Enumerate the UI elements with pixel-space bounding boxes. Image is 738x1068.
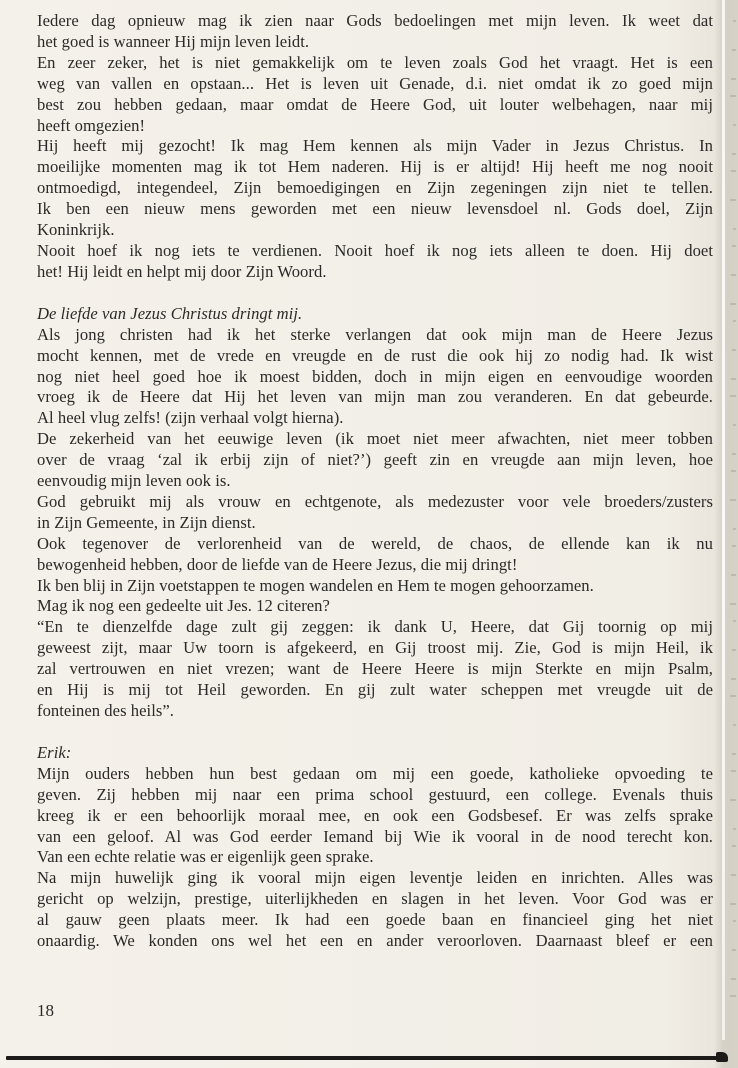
show-through-mark	[733, 528, 736, 530]
text-line: Hij heeft mij gezocht! Ik mag Hem kennen als mijn Vader in Jezus Christus. In	[37, 136, 713, 156]
text-line: kreeg ik er een behoorlijk moraal mee, en ook een Godsbesef. Er was zelfs sprake	[37, 805, 713, 825]
text-line: Iedere dag opnieuw mag ik zien naar Gods bedoelingen met mijn leven. Ik weet dat	[37, 11, 713, 30]
show-through-mark	[732, 545, 736, 547]
text-line: zal vertrouwen en niet vrezen; want de Heere Heere is mijn Sterkte en mijn Psalm,	[37, 659, 713, 679]
speaker-heading: Erik:	[37, 742, 72, 762]
text-line: Koninkrijk.	[37, 220, 115, 240]
show-through-mark	[730, 903, 736, 905]
show-through-mark	[731, 874, 736, 876]
show-through-marks	[722, 20, 736, 1020]
show-through-mark	[732, 349, 736, 351]
show-through-mark	[732, 49, 736, 51]
show-through-mark	[730, 499, 736, 501]
paragraph-gap	[37, 722, 713, 743]
text-line: geweest zijt, maar Uw toorn is afgekeerd, en Gij troost mij. Zie, God is mijn Heil, ik	[37, 638, 713, 658]
paragraph	[37, 11, 713, 53]
show-through-mark	[731, 470, 736, 472]
show-through-mark	[731, 770, 736, 772]
paragraph-gap	[37, 283, 713, 304]
show-through-mark	[733, 620, 736, 622]
show-through-mark	[733, 124, 736, 126]
show-through-mark	[731, 378, 736, 380]
text-line: al gauw geen plaats meer. Ik had een goede baan en financieel ging het niet	[37, 910, 713, 930]
text-line: geven. Zij hebben mij naar een prima school gestuurd, een college. Evenals thuis	[37, 784, 713, 804]
text-line: Na mijn huwelijk ging ik vooral mijn eigen leventje leiden en inrichten. Alles was	[37, 868, 713, 888]
text-line: Van een echte relatie was er eigenlijk geen sprake.	[37, 847, 374, 867]
text-line: heeft omgezien!	[37, 115, 146, 135]
text-line: eenvoudig mijn leven ook is.	[37, 471, 231, 491]
text-line: weg van vallen en opstaan... Het is leven uit Genade, d.i. niet omdat ik zo goed mijn	[37, 73, 713, 93]
show-through-mark	[731, 274, 736, 276]
show-through-mark	[732, 845, 736, 847]
text-line: bewogenheid hebben, door de liefde van de Heere Jezus, die mij dringt!	[37, 554, 518, 574]
text-line: best zou hebben gedaan, maar omdat de Heere God, uit louter welbehagen, naar mij	[37, 94, 713, 114]
show-through-mark	[733, 828, 736, 830]
show-through-mark	[733, 724, 736, 726]
paragraph	[37, 596, 713, 617]
paragraph	[37, 241, 713, 283]
show-through-mark	[730, 799, 736, 801]
text-line: Ik ben een nieuw mens geworden met een nieuw levensdoel nl. Gods doel, Zijn	[37, 199, 713, 219]
text-line: En zeer zeker, het is niet gemakkelijk om te leven zoals God het vraagt. Het is een	[37, 52, 713, 72]
text-line: Al heel vlug zelfs! (zijn verhaal volgt hierna).	[37, 408, 344, 428]
page-number: 18	[37, 1001, 54, 1020]
show-through-mark	[732, 453, 736, 455]
show-through-mark	[730, 603, 736, 605]
show-through-mark	[731, 978, 736, 980]
show-through-mark	[730, 199, 736, 201]
show-through-mark	[730, 395, 736, 397]
text-line: De zekerheid van het eeuwige leven (ik moet niet meer afwachten, niet meer tobben	[37, 429, 713, 449]
text-line: het goed is wanneer Hij mijn leven leidt.	[37, 31, 310, 51]
paragraph	[37, 429, 713, 492]
show-through-mark	[733, 424, 736, 426]
text-line: Nooit hoef ik nog iets te verdienen. Nooit hoef ik nog iets alleen te doen. Hij doet	[37, 240, 713, 260]
show-through-mark	[731, 678, 736, 680]
show-through-mark	[732, 649, 736, 651]
text-line: in Zijn Gemeente, in Zijn dienst.	[37, 512, 256, 532]
text-line: Ook tegenover de verlorenheid van de wereld, de chaos, de ellende kan ik nu	[37, 533, 713, 553]
text-line: vroeg ik de Heere dat Hij het leven van mijn man zou veranderen. En dat gebeurde.	[37, 387, 713, 407]
text-line: “En te dienzelfde dage zult gij zeggen: ik dank U, Heere, dat Gij toornig op mij	[37, 617, 713, 637]
text-line: fonteinen des heils”.	[37, 701, 174, 720]
show-through-mark	[730, 95, 736, 97]
show-through-mark	[730, 303, 736, 305]
text-line: Als jong christen had ik het sterke verlangen dat ook mijn man de Heere Jezus	[37, 324, 713, 344]
text-line: Mag ik nog een gedeelte uit Jes. 12 citeren?	[37, 596, 330, 616]
bottom-rule-end	[716, 1052, 728, 1062]
text-line: over de vraag ‘zal ik erbij zijn of niet?’) geeft zin en vreugde aan mijn leven, hoe	[37, 450, 713, 470]
show-through-mark	[733, 20, 736, 22]
body-text	[37, 11, 713, 952]
show-through-mark	[733, 228, 736, 230]
text-line: ontmoedigd, integendeel, Zijn bemoedigingen en Zijn zegeningen zijn niet te tellen.	[37, 178, 713, 198]
text-line: Mijn ouders hebben hun best gedaan om mij een goede, katholieke opvoeding te	[37, 763, 713, 783]
show-through-mark	[731, 170, 736, 172]
show-through-mark	[732, 153, 736, 155]
text-line: God gebruikt mij als vrouw en echtgenote, als medezuster voor vele broeders/zusters	[37, 491, 713, 511]
paragraph	[37, 53, 713, 137]
text-line: nog niet heel goed hoe ik moest bidden, doch in mijn eigen en eenvoudige woorden	[37, 366, 713, 386]
paragraph	[37, 534, 713, 576]
text-line: en Hij is mij tot Heil geworden. En gij zult water scheppen met vreugde uit de	[37, 680, 713, 700]
show-through-mark	[730, 995, 736, 997]
paragraph	[37, 576, 713, 597]
paragraph	[37, 492, 713, 534]
text-line: onaardig. We konden ons wel het een en ander veroorloven. Daarnaast bleef er een	[37, 931, 713, 951]
text-line: mocht kennen, met de vrede en vreugde en de rust die ook hij zo nodig had. Ik wist	[37, 345, 713, 365]
show-through-mark	[733, 920, 736, 922]
paragraph	[37, 868, 713, 952]
section-heading: De liefde van Jezus Christus dringt mij.	[37, 303, 303, 323]
text-line: het! Hij leidt en helpt mij door Zijn Woord.	[37, 261, 327, 281]
text-line: moeilijke momenten mag ik tot Hem naderen. Hij is er altijd! Hij heeft me nog nooit	[37, 157, 713, 177]
text-line: Ik ben blij in Zijn voetstappen te mogen wandelen en Hem te mogen gehoorzamen.	[37, 575, 594, 595]
show-through-mark	[732, 949, 736, 951]
paragraph	[37, 325, 713, 430]
paragraph	[37, 764, 713, 869]
paragraph	[37, 136, 713, 241]
show-through-mark	[733, 320, 736, 322]
show-through-mark	[731, 78, 736, 80]
bottom-rule	[6, 1056, 718, 1060]
show-through-mark	[732, 753, 736, 755]
show-through-mark	[731, 574, 736, 576]
show-through-mark	[730, 695, 736, 697]
text-line: gericht op welzijn, prestige, uiterlijkheden en slagen in het leven. Voor God was er	[37, 889, 713, 909]
scripture-quote	[37, 617, 713, 722]
show-through-mark	[732, 245, 736, 247]
text-line: van een geloof. Al was God eerder Iemand bij Wie ik vooral in de nood terecht kon.	[37, 826, 713, 846]
